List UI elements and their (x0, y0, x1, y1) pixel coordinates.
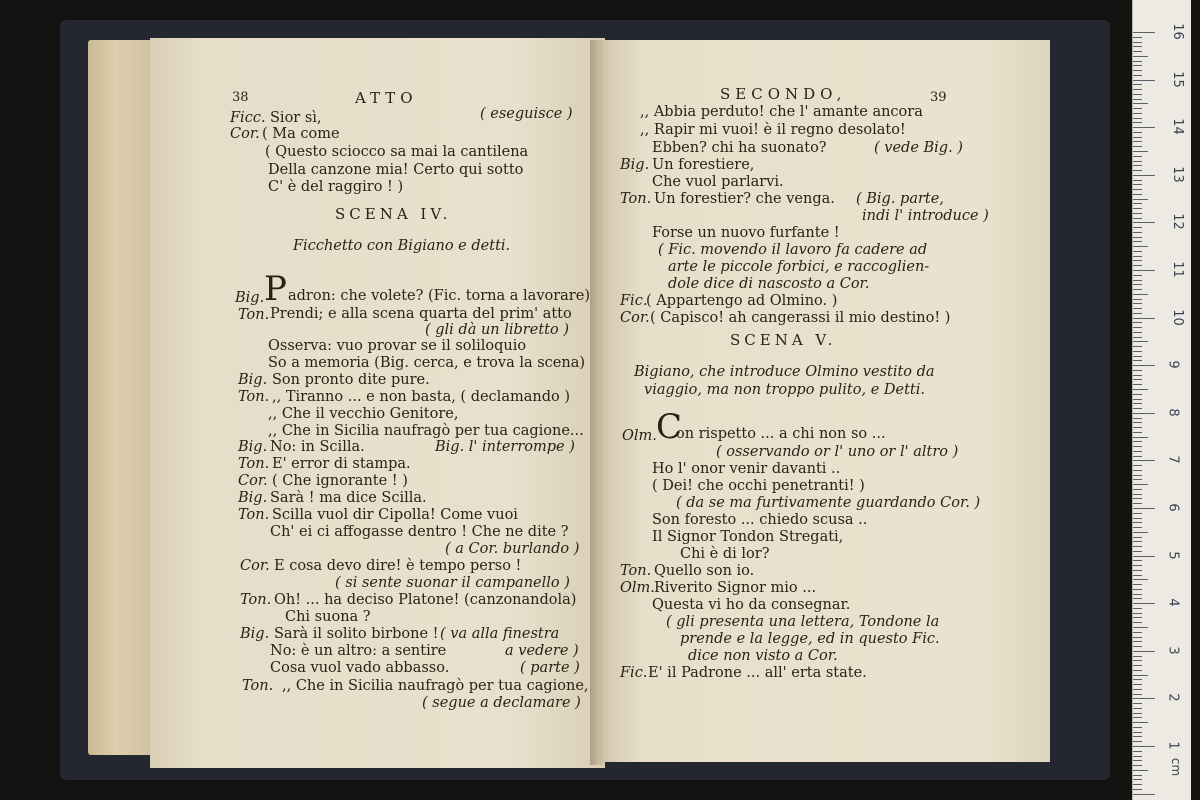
ruler-tick (1133, 322, 1142, 323)
verse-line: Ho l' onor venir davanti .. (652, 461, 841, 477)
ruler-tick (1133, 622, 1142, 623)
verse-line: Sarà il solito birbone ! (274, 626, 439, 642)
ruler-number: 11 (1169, 261, 1185, 278)
ruler-tick (1133, 42, 1142, 43)
ruler-number: 6 (1165, 503, 1181, 512)
verse-line: No: è un altro: a sentire (270, 643, 447, 659)
speaker: Olm. (622, 428, 657, 444)
scene-cast: viaggio, ma non troppo pulito, e Detti. (644, 382, 926, 398)
verse-line: Osserva: vuo provar se il soliloquio (268, 338, 527, 354)
ruler-tick (1133, 61, 1142, 62)
ruler-tick (1133, 617, 1142, 618)
speaker: Big. (240, 626, 270, 642)
ruler-tick (1133, 127, 1155, 128)
ruler-tick (1133, 146, 1142, 147)
verse-line: E cosa devo dire! è tempo perso ! (274, 558, 522, 574)
ruler-tick (1133, 389, 1148, 390)
right-page (600, 40, 1050, 762)
verse-line: on rispetto ... a chi non so ... (676, 426, 886, 442)
ruler-tick (1133, 141, 1142, 142)
verse-line: Riverito Signor mio ... (654, 580, 817, 596)
verse-line: Son pronto dite pure. (272, 372, 430, 388)
ruler-tick (1133, 394, 1142, 395)
stage-direction: ( vede Big. ) (874, 140, 963, 156)
speaker: Ton. (240, 592, 272, 608)
stage-direction: Big. l' interrompe ) (435, 439, 575, 455)
ruler-number: 8 (1165, 408, 1181, 417)
ruler-tick (1133, 441, 1142, 442)
speaker: Ton. (620, 563, 652, 579)
ruler-tick (1133, 489, 1142, 490)
ruler-tick (1133, 156, 1142, 157)
ruler-tick (1133, 432, 1142, 433)
ruler-tick (1133, 51, 1142, 52)
stage-direction: ( va alla finestra (440, 626, 560, 642)
ruler-tick (1133, 727, 1142, 728)
ruler-number: 13 (1169, 166, 1185, 183)
ruler-tick (1133, 579, 1148, 580)
ruler-tick (1133, 660, 1142, 661)
ruler-tick (1133, 656, 1142, 657)
ruler-tick (1133, 89, 1142, 90)
verse-line: No: in Scilla. (270, 439, 365, 455)
ruler-tick (1133, 503, 1142, 504)
stage-direction: ( Big. parte, (856, 191, 944, 207)
ruler-tick (1133, 37, 1142, 38)
ruler-tick (1133, 613, 1142, 614)
verse-line: Ebben? chi ha suonato? (652, 140, 827, 156)
ruler-tick (1133, 722, 1148, 723)
verse-line: ,, Che il vecchio Genitore, (268, 406, 459, 422)
stage-direction: ( da se ma furtivamente guardando Cor. ) (676, 495, 981, 511)
ruler-tick (1133, 80, 1155, 81)
verse-line: Della canzone mia! Certo qui sotto (268, 162, 524, 178)
verse-line: Sarà ! ma dice Scilla. (270, 490, 427, 506)
ruler-tick (1133, 689, 1142, 690)
verse-line: ,, Tiranno ... e non basta, ( declamando ) (272, 389, 570, 405)
ruler-tick (1133, 789, 1142, 790)
verse-line: Prendi; e alla scena quarta del prim' atto (270, 306, 572, 322)
ruler-tick (1133, 32, 1155, 33)
ruler-tick (1133, 403, 1142, 404)
ruler-tick (1133, 294, 1148, 295)
stage-direction: ( si sente suonar il campanello ) (335, 575, 570, 591)
ruler-tick (1133, 75, 1142, 76)
ruler-tick (1133, 665, 1142, 666)
speaker: Ton. (238, 507, 270, 523)
ruler-tick (1133, 303, 1142, 304)
ruler-number: 9 (1165, 360, 1181, 369)
ruler-number: 10 (1169, 308, 1185, 326)
ruler-tick (1133, 180, 1142, 181)
ruler-tick (1133, 713, 1142, 714)
ruler-tick (1133, 99, 1142, 100)
book-gutter (590, 40, 612, 765)
ruler-tick (1133, 698, 1155, 699)
ruler-tick (1133, 570, 1142, 571)
ruler-tick (1133, 779, 1142, 780)
ruler-tick (1133, 627, 1148, 628)
ruler-tick (1133, 451, 1142, 452)
ruler-number: 2 (1165, 693, 1181, 703)
speaker: Cor. (240, 558, 270, 574)
ruler-tick (1133, 484, 1148, 485)
speaker: Olm. (620, 580, 655, 596)
speaker: Cor. (238, 473, 268, 489)
ruler-tick (1133, 751, 1142, 752)
ruler-number: 5 (1165, 550, 1181, 560)
ruler-tick (1133, 289, 1142, 290)
speaker: Ton. (242, 678, 274, 694)
ruler-tick (1133, 346, 1142, 347)
stage-direction: ( segue a declamare ) (422, 695, 581, 711)
ruler-tick (1133, 308, 1142, 309)
ruler-tick (1133, 746, 1155, 747)
verse-line: Cosa vuol vado abbasso. (270, 660, 450, 676)
stage-direction: ( Fic. movendo il lavoro fa cadere ad (658, 242, 928, 258)
ruler-tick (1133, 246, 1148, 247)
ruler-tick (1133, 365, 1155, 366)
ruler-tick (1133, 460, 1155, 461)
ruler-tick (1133, 513, 1142, 514)
ruler-tick (1133, 203, 1142, 204)
ruler-tick (1133, 694, 1142, 695)
stage-direction: ( eseguisce ) (480, 106, 573, 122)
scene-cast: Bigiano, che introduce Olmino vestito da (634, 364, 935, 380)
ruler-tick (1133, 679, 1142, 680)
ruler-tick (1133, 327, 1142, 328)
verse-line: ,, Abbia perduto! che l' amante ancora (640, 104, 923, 120)
measuring-ruler (1132, 0, 1191, 800)
ruler-tick (1133, 589, 1142, 590)
ruler-number: 3 (1165, 646, 1181, 655)
ruler-tick (1133, 703, 1142, 704)
ruler-number: 1 (1165, 741, 1181, 750)
ruler-tick (1133, 608, 1142, 609)
ruler-tick (1133, 594, 1142, 595)
verse-line: Oh! ... ha deciso Platone! (canzonandola) (274, 592, 577, 608)
verse-line: Che vuol parlarvi. (652, 174, 784, 190)
stage-direction: indi l' introduce ) (862, 208, 989, 224)
ruler-tick (1133, 232, 1142, 233)
ruler-number: 7 (1165, 455, 1181, 465)
ruler-tick (1133, 532, 1148, 533)
ruler-tick (1133, 318, 1155, 319)
ruler-unit: cm (1169, 757, 1184, 777)
verse-line: ( Appartengo ad Olmino. ) (646, 293, 838, 309)
ruler-tick (1133, 603, 1155, 604)
speaker: Big. (238, 439, 268, 455)
ruler-number: 14 (1169, 118, 1185, 135)
ruler-tick (1133, 70, 1142, 71)
ruler-tick (1133, 522, 1142, 523)
ruler-tick (1133, 784, 1142, 785)
ruler-tick (1133, 475, 1142, 476)
running-head: ATTO (355, 89, 418, 107)
ruler-tick (1133, 161, 1142, 162)
stage-direction: ( a Cor. burlando ) (445, 541, 580, 557)
speaker: Fic. (620, 665, 648, 681)
ruler-tick (1133, 237, 1142, 238)
stage-direction: dice non visto a Cor. (688, 648, 838, 664)
ruler-tick (1133, 794, 1155, 795)
ruler-tick (1133, 418, 1142, 419)
stage-direction: dole dice di nascosto a Cor. (668, 276, 870, 292)
ruler-tick (1133, 280, 1142, 281)
ruler-tick (1133, 56, 1148, 57)
ruler-tick (1133, 632, 1142, 633)
ruler-tick (1133, 413, 1155, 414)
verse-line: ( Dei! che occhi penetranti! ) (652, 478, 865, 494)
ruler-tick (1133, 537, 1142, 538)
ruler-tick (1133, 527, 1142, 528)
ruler-tick (1133, 470, 1142, 471)
speaker: Big. (620, 157, 650, 173)
ruler-number: 12 (1169, 213, 1185, 231)
ruler-tick (1133, 227, 1142, 228)
ruler-tick (1133, 598, 1142, 599)
ruler-tick (1133, 437, 1148, 438)
verse-line: Ch' ei ci affogasse dentro ! Che ne dite ? (270, 524, 569, 540)
ruler-tick (1133, 651, 1155, 652)
stage-direction: a vedere ) (505, 643, 579, 659)
ruler-tick (1133, 132, 1142, 133)
ruler-tick (1133, 565, 1142, 566)
ruler-tick (1133, 118, 1142, 119)
verse-line: Quello son io. (654, 563, 755, 579)
verse-line: Un forestiere, (652, 157, 755, 173)
ruler-tick (1133, 456, 1142, 457)
page-block-edge (88, 40, 158, 755)
ruler-tick (1133, 384, 1142, 385)
ruler-tick (1133, 646, 1142, 647)
stage-direction: ( gli dà un libretto ) (425, 322, 569, 338)
ruler-tick (1133, 313, 1142, 314)
ruler-tick (1133, 765, 1142, 766)
ruler-tick (1133, 199, 1148, 200)
ruler-tick (1133, 260, 1142, 261)
ruler-tick (1133, 137, 1142, 138)
ruler-tick (1133, 446, 1142, 447)
ruler-tick (1133, 84, 1142, 85)
speaker: Ton. (620, 191, 652, 207)
page-number: 39 (930, 90, 947, 105)
speaker: Fic. (620, 293, 648, 309)
speaker: Ton. (238, 456, 270, 472)
ruler-tick (1133, 94, 1142, 95)
ruler-tick (1133, 465, 1142, 466)
verse-line: Son foresto ... chiedo scusa .. (652, 512, 868, 528)
ruler-tick (1133, 165, 1142, 166)
ruler-tick (1133, 341, 1148, 342)
ruler-tick (1133, 479, 1142, 480)
ruler-tick (1133, 194, 1142, 195)
ruler-tick (1133, 108, 1142, 109)
ruler-tick (1133, 103, 1148, 104)
ruler-number: 15 (1169, 70, 1185, 88)
ruler-tick (1133, 541, 1142, 542)
ruler-tick (1133, 170, 1142, 171)
scene-title: SCENA V. (730, 331, 837, 349)
ruler-tick (1133, 270, 1155, 271)
ruler-tick (1133, 675, 1148, 676)
ruler-tick (1133, 218, 1142, 219)
ruler-tick (1133, 546, 1142, 547)
ruler-tick (1133, 770, 1148, 771)
ruler-tick (1133, 284, 1142, 285)
speaker: Ton. (238, 389, 270, 405)
ruler-tick (1133, 189, 1142, 190)
ruler-number: 4 (1165, 598, 1181, 607)
verse-line: Forse un nuovo furfante ! (652, 225, 840, 241)
ruler-tick (1133, 560, 1142, 561)
drop-cap: C (656, 407, 683, 447)
ruler-tick (1133, 222, 1155, 223)
verse-line: ,, Che in Sicilia naufragò per tua cagione... (268, 423, 584, 439)
ruler-tick (1133, 299, 1142, 300)
ruler-tick (1133, 684, 1142, 685)
ruler-tick (1133, 356, 1142, 357)
verse-line: ( Questo sciocco sa mai la cantilena (265, 144, 529, 160)
drop-cap: P (264, 269, 287, 309)
verse-line: E' error di stampa. (272, 456, 411, 472)
verse-line: E' il Padrone ... all' erta state. (648, 665, 867, 681)
speaker: Big. (238, 490, 268, 506)
ruler-tick (1133, 375, 1142, 376)
ruler-tick (1133, 670, 1142, 671)
stage-direction: arte le piccole forbici, e raccoglien- (668, 259, 930, 275)
stage-direction: prende e la legge, ed in questo Fic. (680, 631, 940, 647)
speaker: Ficc. (230, 110, 266, 126)
ruler-tick (1133, 241, 1142, 242)
ruler-tick (1133, 498, 1142, 499)
ruler-tick (1133, 122, 1142, 123)
ruler-tick (1133, 732, 1142, 733)
left-page (150, 38, 605, 768)
ruler-tick (1133, 708, 1142, 709)
verse-line: ( Che ignorante ! ) (272, 473, 408, 489)
verse-line: C' è del raggiro ! ) (268, 179, 404, 195)
verse-line: ,, Che in Sicilia naufragò per tua cagione, (282, 678, 589, 694)
verse-line: Sior sì, (270, 110, 322, 126)
verse-line: Scilla vuol dir Cipolla! Come vuoi (272, 507, 518, 523)
verse-line: ( Ma come (262, 126, 340, 142)
ruler-tick (1133, 741, 1142, 742)
ruler-tick (1133, 251, 1142, 252)
verse-line: ,, Rapir mi vuoi! è il regno desolato! (640, 122, 906, 138)
ruler-tick (1133, 256, 1142, 257)
ruler-tick (1133, 584, 1142, 585)
speaker: Ton. (238, 307, 270, 323)
verse-line: ( Capisco! ah cangerassi il mio destino! ) (650, 310, 951, 326)
speaker: Cor. (620, 310, 650, 326)
ruler-tick (1133, 422, 1142, 423)
ruler-tick (1133, 717, 1142, 718)
verse-line: Un forestier? che venga. (654, 191, 835, 207)
ruler-tick (1133, 637, 1142, 638)
ruler-tick (1133, 332, 1142, 333)
page-number: 38 (232, 90, 249, 105)
ruler-tick (1133, 408, 1142, 409)
verse-line: So a memoria (Big. cerca, e trova la scena) (268, 355, 586, 371)
ruler-tick (1133, 65, 1142, 66)
ruler-tick (1133, 736, 1142, 737)
stage-direction: ( osservando or l' uno or l' altro ) (716, 444, 959, 460)
verse-line: adron: che volete? (Fic. torna a lavorare) (288, 288, 590, 304)
ruler-tick (1133, 351, 1142, 352)
speaker: Cor. (230, 126, 260, 142)
ruler-number: 16 (1169, 23, 1185, 40)
ruler-tick (1133, 275, 1142, 276)
ruler-tick (1133, 556, 1155, 557)
ruler-tick (1133, 213, 1142, 214)
ruler-tick (1133, 370, 1142, 371)
ruler-tick (1133, 46, 1142, 47)
ruler-tick (1133, 151, 1148, 152)
ruler-tick (1133, 760, 1142, 761)
verse-line: Chi è di lor? (680, 546, 770, 562)
ruler-tick (1133, 518, 1142, 519)
speaker: Big. (235, 290, 265, 306)
speaker: Big. (238, 372, 268, 388)
ruler-tick (1133, 360, 1142, 361)
ruler-tick (1133, 641, 1142, 642)
ruler-tick (1133, 575, 1142, 576)
ruler-tick (1133, 379, 1142, 380)
verse-line: Questa vi ho da consegnar. (652, 597, 851, 613)
ruler-tick (1133, 399, 1142, 400)
ruler-tick (1133, 208, 1142, 209)
ruler-tick (1133, 184, 1142, 185)
stage-direction: ( parte ) (520, 660, 580, 676)
ruler-tick (1133, 508, 1155, 509)
stage-direction: ( gli presenta una lettera, Tondone la (666, 614, 940, 630)
ruler-tick (1133, 494, 1142, 495)
verse-line: Chi suona ? (285, 609, 371, 625)
ruler-tick (1133, 551, 1142, 552)
ruler-tick (1133, 427, 1142, 428)
ruler-tick (1133, 175, 1155, 176)
ruler-tick (1133, 337, 1142, 338)
scene-title: SCENA IV. (335, 205, 452, 223)
ruler-tick (1133, 756, 1142, 757)
ruler-tick (1133, 113, 1142, 114)
scene-cast: Ficchetto con Bigiano e detti. (293, 238, 511, 254)
ruler-tick (1133, 265, 1142, 266)
ruler-tick (1133, 775, 1142, 776)
running-head: SECONDO, (720, 85, 847, 103)
verse-line: Il Signor Tondon Stregati, (652, 529, 844, 545)
